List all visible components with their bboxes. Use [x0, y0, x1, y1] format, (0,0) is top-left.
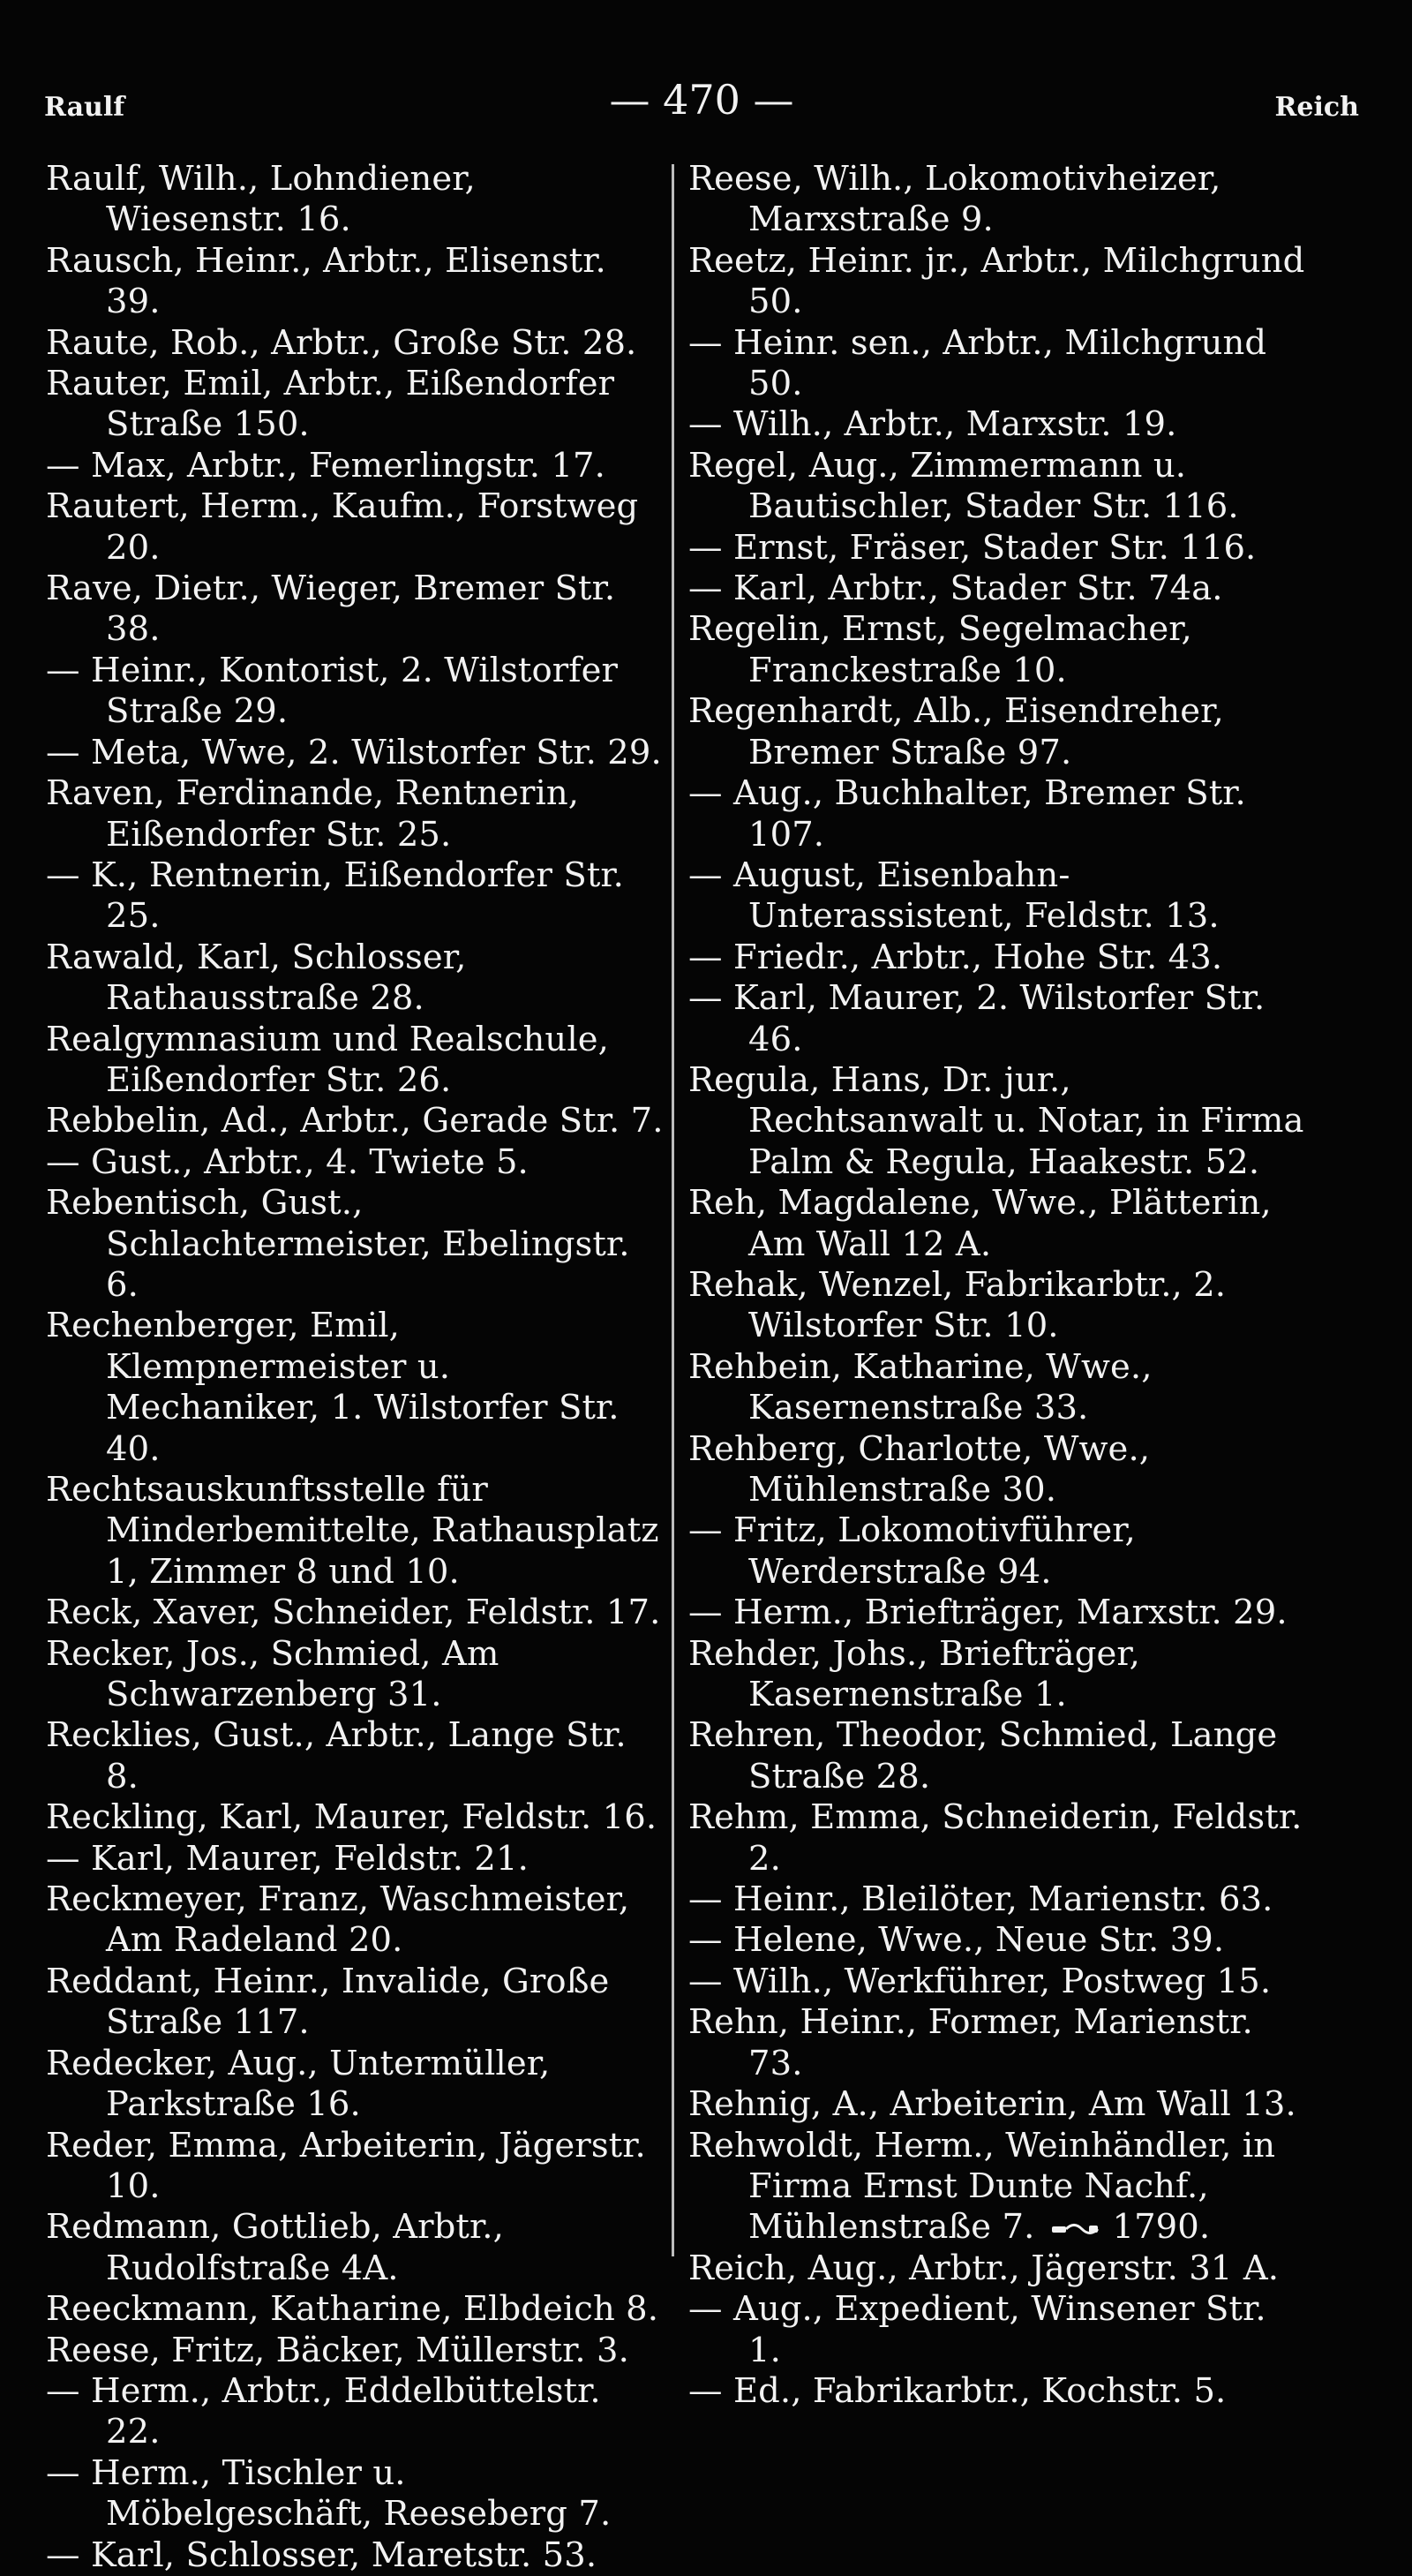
- directory-entry: Rauter, Emil, Arbtr., Eißendorfer Straße 150.: [46, 364, 615, 445]
- directory-entry: Raulf, Wilh., Lohndiener, Wiesenstr. 16.: [46, 159, 476, 240]
- directory-entry: Reddant, Heinr., Invalide, Große Straße 117.: [46, 1961, 610, 2043]
- directory-entry: Redmann, Gottlieb, Arbtr., Rudolfstraße 4A.: [46, 2207, 504, 2288]
- directory-entry: Rehren, Theodor, Schmied, Lange Straße 28.: [688, 1715, 1278, 1796]
- header-last-entry: Reich: [1274, 92, 1359, 123]
- telephone-icon: [1050, 2222, 1100, 2236]
- directory-entry: Rechenberger, Emil, Klempnermeister u. Mechaniker, 1. Wilstorfer Str. 40.: [46, 1306, 620, 1469]
- directory-entry: Rehbein, Katharine, Wwe., Kasernenstraße 33.: [688, 1346, 1153, 1428]
- directory-entry: Rehn, Heinr., Former, Marienstr. 73.: [688, 2002, 1253, 2083]
- directory-entry: Rechtsauskunftsstelle für Minderbemittelte, Rathausplatz 1, Zimmer 8 und 10.: [46, 1470, 659, 1592]
- directory-entry: Raute, Rob., Arbtr., Große Str. 28.: [46, 322, 637, 363]
- directory-entry: Rave, Dietr., Wieger, Bremer Str. 38.: [46, 569, 616, 650]
- directory-entry: Reder, Emma, Arbeiterin, Jägerstr. 10.: [46, 2125, 646, 2206]
- directory-entry: Reich, Aug., Arbtr., Jägerstr. 31 A.: [688, 2248, 1280, 2288]
- directory-entry: Regenhardt, Alb., Eisendreher, Bremer Straße 97.: [688, 691, 1224, 772]
- directory-entry: — Ed., Fabrikarbtr., Kochstr. 5.: [688, 2370, 1227, 2411]
- directory-entry: Rehder, Johs., Briefträger, Kasernenstraße 1.: [688, 1633, 1140, 1715]
- directory-entry: — K., Rentnerin, Eißendorfer Str. 25.: [46, 855, 624, 937]
- directory-entry: Rausch, Heinr., Arbtr., Elisenstr. 39.: [46, 240, 606, 322]
- directory-entry: — Helene, Wwe., Neue Str. 39.: [688, 1920, 1225, 1961]
- directory-entry: Rebbelin, Ad., Arbtr., Gerade Str. 7.: [46, 1101, 664, 1141]
- directory-entry: — Gust., Arbtr., 4. Twiete 5.: [46, 1141, 529, 1182]
- directory-entry: Reh, Magdalene, Wwe., Plätterin, Am Wall 12 A.: [688, 1183, 1272, 1264]
- directory-entry-with-phone: [688, 2126, 1306, 2248]
- directory-entry: — Karl, Schlosser, Maretstr. 53.: [46, 2535, 597, 2575]
- directory-entry: Rebentisch, Gust., Schlachtermeister, Ebelingstr. 6.: [46, 1183, 630, 1305]
- directory-entry: — Ernst, Fräser, Stader Str. 116.: [688, 527, 1257, 568]
- directory-entry: Reese, Fritz, Bäcker, Müllerstr. 3.: [46, 2330, 629, 2370]
- directory-entry: Regel, Aug., Zimmermann u. Bautischler, Stader Str. 116.: [688, 445, 1239, 527]
- directory-entry: Rautert, Herm., Kaufm., Forstweg 20.: [46, 486, 639, 568]
- directory-entry: Regelin, Ernst, Segelmacher, Franckestraße 10.: [688, 609, 1192, 690]
- directory-entry: Reetz, Heinr. jr., Arbtr., Milchgrund 50.: [688, 240, 1305, 322]
- directory-entry: — Herm., Briefträger, Marxstr. 29.: [688, 1593, 1288, 1633]
- directory-entry: Rehm, Emma, Schneiderin, Feldstr. 2.: [688, 1797, 1303, 1879]
- directory-entry: — Friedr., Arbtr., Hohe Str. 43.: [688, 937, 1223, 977]
- directory-entry: — Herm., Arbtr., Eddelbüttelstr. 22.: [46, 2370, 601, 2452]
- directory-entry-text: Rehwoldt, Herm., Weinhändler, in Firma Ernst Dunte Nachf., Mühlenstraße 7.: [688, 2125, 1276, 2248]
- directory-entry: — Aug., Buchhalter, Bremer Str. 107.: [688, 773, 1246, 855]
- directory-entry: Regula, Hans, Dr. jur., Rechtsanwalt u. Notar, in Firma Palm & Regula, Haakestr. 52.: [688, 1059, 1304, 1182]
- directory-entry: — Karl, Maurer, 2. Wilstorfer Str. 46.: [688, 978, 1266, 1059]
- directory-entry: — Aug., Expedient, Winsener Str. 1.: [688, 2289, 1266, 2370]
- directory-entry: — Heinr., Kontorist, 2. Wilstorfer Straße 29.: [46, 650, 619, 732]
- directory-entry: — Heinr., Bleilöter, Marienstr. 63.: [688, 1879, 1273, 1920]
- directory-entry: — Karl, Maurer, Feldstr. 21.: [46, 1838, 529, 1879]
- directory-entry: — Wilh., Arbtr., Marxstr. 19.: [688, 404, 1177, 445]
- directory-entry: Recker, Jos., Schmied, Am Schwarzenberg 31.: [46, 1633, 499, 1715]
- directory-entry: Reese, Wilh., Lokomotivheizer, Marxstraße 9.: [688, 159, 1221, 240]
- directory-entry: Rehnig, A., Arbeiterin, Am Wall 13.: [688, 2084, 1296, 2125]
- page-number: — 470 —: [609, 76, 794, 124]
- directory-entry: Reckmeyer, Franz, Waschmeister, Am Radeland 20.: [46, 1879, 630, 1961]
- directory-entry: — August, Eisenbahn-Unterassistent, Feldstr. 13.: [688, 855, 1220, 937]
- directory-entry: Rehberg, Charlotte, Wwe., Mühlenstraße 30.: [688, 1428, 1151, 1510]
- directory-entry: Reckling, Karl, Maurer, Feldstr. 16.: [46, 1797, 657, 1838]
- directory-entry: Rawald, Karl, Schlosser, Rathausstraße 28.: [46, 937, 467, 1019]
- directory-entry: Reeckmann, Katharine, Elbdeich 8.: [46, 2289, 659, 2330]
- directory-entry: — Fritz, Lokomotivführer, Werderstraße 94.: [688, 1510, 1136, 1592]
- page-header: [44, 76, 1359, 138]
- directory-entry: — Herm., Tischler u. Möbelgeschäft, Reeseberg 7.: [46, 2452, 612, 2535]
- directory-entry: — Meta, Wwe, 2. Wilstorfer Str. 29.: [46, 732, 662, 772]
- directory-entry: Rehak, Wenzel, Fabrikarbtr., 2. Wilstorfer Str. 10.: [688, 1264, 1227, 1346]
- directory-entry: Redecker, Aug., Untermüller, Parkstraße 16.: [46, 2043, 551, 2125]
- directory-entry: Realgymnasium und Realschule, Eißendorfer Str. 26.: [46, 1019, 609, 1100]
- phone-number: 1790.: [1112, 2207, 1211, 2248]
- right-column: [688, 159, 1306, 2412]
- directory-entry: — Karl, Arbtr., Stader Str. 74a.: [688, 569, 1223, 609]
- directory-entry: — Max, Arbtr., Femerlingstr. 17.: [46, 445, 605, 486]
- directory-entry: Reck, Xaver, Schneider, Feldstr. 17.: [46, 1593, 661, 1633]
- directory-entry: — Heinr. sen., Arbtr., Milchgrund 50.: [688, 322, 1267, 404]
- directory-entry: — Wilh., Werkführer, Postweg 15.: [688, 1961, 1272, 2001]
- directory-entry: Recklies, Gust., Arbtr., Lange Str. 8.: [46, 1715, 627, 1796]
- directory-entry: Raven, Ferdinande, Rentnerin, Eißendorfer Str. 25.: [46, 773, 580, 855]
- header-first-entry: Raulf: [44, 92, 125, 123]
- left-column: [46, 159, 664, 2576]
- column-divider: [672, 164, 674, 2256]
